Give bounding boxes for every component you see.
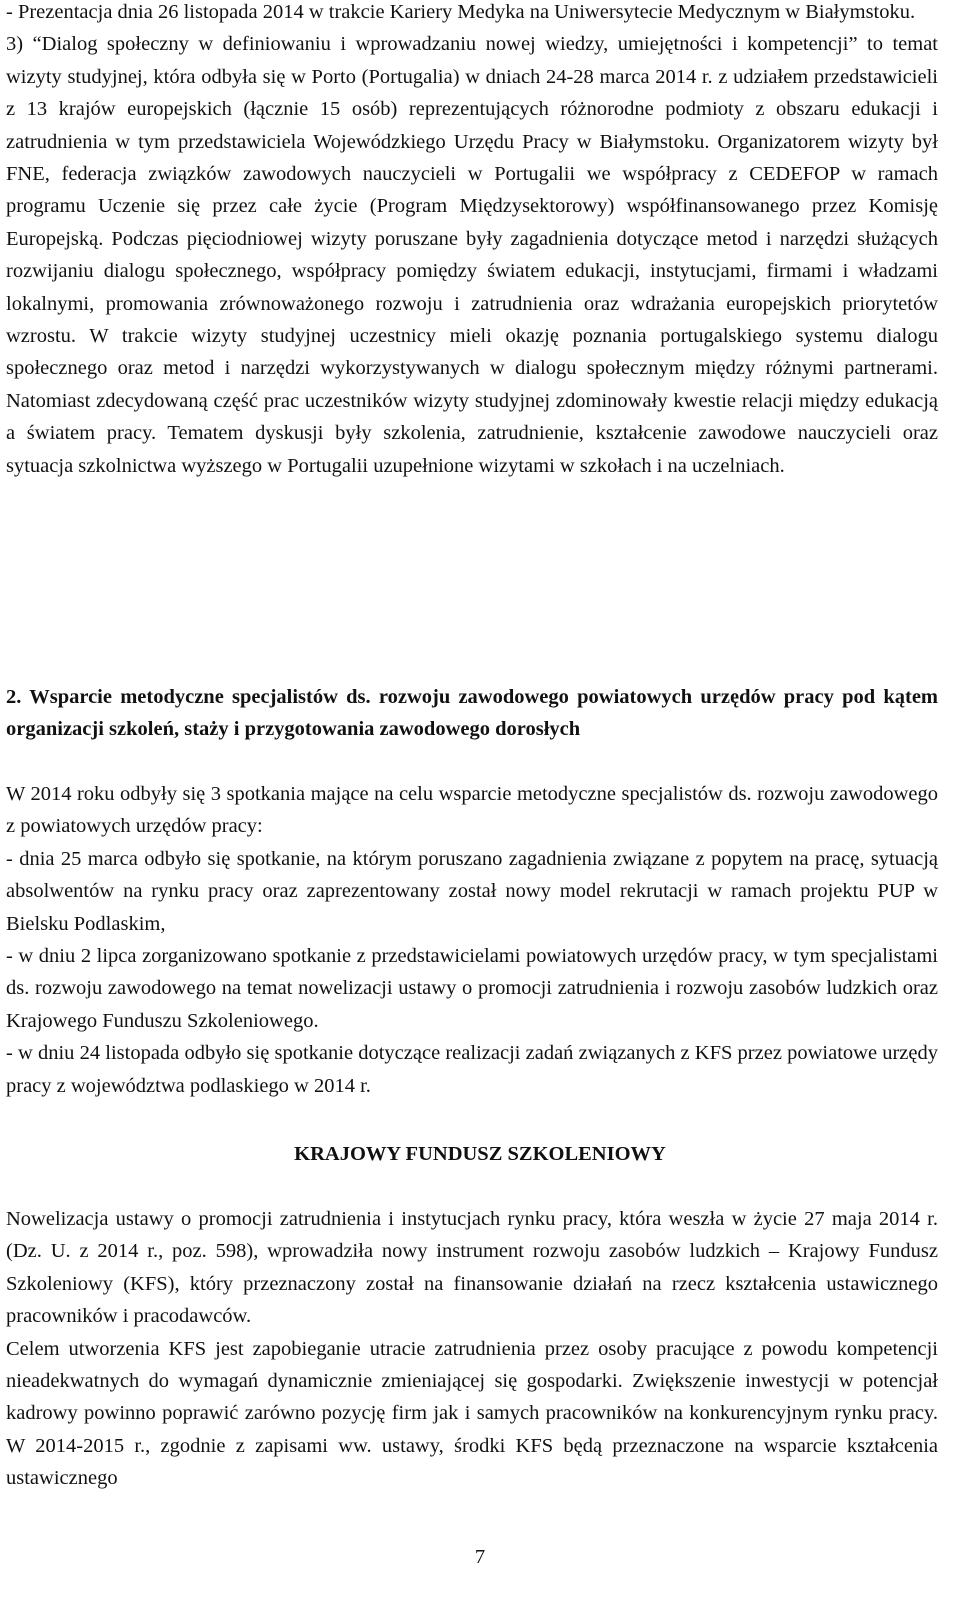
page-number: 7 <box>474 1546 486 1568</box>
kfs-paragraph-amendment: Nowelizacja ustawy o promocji zatrudnienia i instytucjach rynku pracy, która weszła w życie 27 maja 2014 r. (Dz. U. z 2014 r., poz. 598), wprowadziła nowy instrument rozwoju zasobów ludzkich – Krajowy Fundusz Szkoleniowy (KFS), który przeznaczony został na finansowanie działań na rzecz kształcenia ustawicznego pracowników i pracodawców. <box>6 1208 938 1328</box>
section-2-item-july: - w dniu 2 lipca zorganizowano spotkanie z przedstawicielami powiatowych urzędów pracy, w tym specjalistami ds. rozwoju zawodowego na temat nowelizacji ustawy o promocji zatrudnienia i rozwoju zasobów ludzkich oraz Krajowego Funduszu Szkoleniowego. <box>6 945 938 1032</box>
section-2-heading <box>6 681 938 746</box>
kfs-paragraph-purpose: Celem utworzenia KFS jest zapobieganie utracie zatrudnienia przez osoby pracujące z powodu kompetencji nieadekwatnych do wymagań dynamicznie zmieniającej się gospodarki. Zwiększenie inwestycji w potencjał kadrowy powinno poprawić zarówno pozycję firm jak i samych pracowników na konkurencyjnym rynku pracy. W 2014-2015 r., zgodnie z zapisami ww. ustawy, środki KFS będą przeznaczone na wsparcie kształcenia ustawicznego <box>6 1337 938 1490</box>
kfs-heading-text: KRAJOWY FUNDUSZ SZKOLENIOWY <box>294 1143 666 1165</box>
section-2-heading-text: 2. Wsparcie metodyczne specjalistów ds. rozwoju zawodowego powiatowych urzędów pracy pod kątem organizacji szkoleń, staży i przygotowania zawodowego dorosłych <box>6 686 938 741</box>
section-2-intro-paragraph: W 2014 roku odbyły się 3 spotkania mające na celu wsparcie metodyczne specjalistów ds. rozwoju zawodowego z powiatowych urzędów pracy: <box>6 783 938 838</box>
kfs-heading <box>0 1138 960 1170</box>
intro-section <box>6 0 938 482</box>
section-2-body <box>6 778 938 1102</box>
intro-paragraph-study-visit: 3) “Dialog społeczny w definiowaniu i wprowadzaniu nowej wiedzy, umiejętności i kompetencji” to temat wizyty studyjnej, która odbyła się w Porto (Portugalia) w dniach 24-28 marca 2014 r. z udziałem przedstawicieli z 13 krajów europejskich (łącznie 15 osób) reprezentujących różnorodne podmioty z obszaru edukacji i zatrudnienia w tym przedstawiciela Wojewódzkiego Urzędu Pracy w Białymstoku. Organizatorem wizyty był FNE, federacja związków zawodowych nauczycieli w Portugalii we współpracy z CEDEFOP w ramach programu Uczenie się przez całe życie (Program Międzysektorowy) współfinansowanego przez Komisję Europejską. Podczas pięciodniowej wizyty poruszane były zagadnienia dotyczące metod i narzędzi służących rozwijaniu dialogu społecznego, współpracy pomiędzy światem edukacji, instytucjami, firmami i władzami lokalnymi, promowania zrównoważonego rozwoju i zatrudnienia oraz wdrażania europejskich priorytetów wzrostu. W trakcie wizyty studyjnej uczestnicy mieli okazję poznania portugalskiego systemu dialogu społecznego oraz metod i narzędzi wykorzystywanych w dialogu społecznym między różnymi partnerami. Natomiast zdecydowaną część prac uczestników wizyty studyjnej zdominowały kwestie relacji między edukacją a światem pracy. Tematem dyskusji były szkolenia, zatrudnienie, kształcenie zawodowe nauczycieli oraz sytuacja szkolnictwa wyższego w Portugalii uzupełnione wizytami w szkołach i na uczelniach. <box>6 33 938 477</box>
section-2-item-march: - dnia 25 marca odbyło się spotkanie, na którym poruszano zagadnienia związane z popytem na pracę, sytuacją absolwentów na rynku pracy oraz zaprezentowany został nowy model rekrutacji w ramach projektu PUP w Bielsku Podlaskim, <box>6 847 938 935</box>
intro-paragraph-presentation: - Prezentacja dnia 26 listopada 2014 w trakcie Kariery Medyka na Uniwersytecie Medycznym w Białymstoku. <box>6 1 916 23</box>
kfs-body <box>6 1203 938 1495</box>
section-2-item-november: - w dniu 24 listopada odbyło się spotkanie dotyczące realizacji zadań związanych z KFS przez powiatowe urzędy pracy z województwa podlaskiego w 2014 r. <box>6 1042 938 1097</box>
